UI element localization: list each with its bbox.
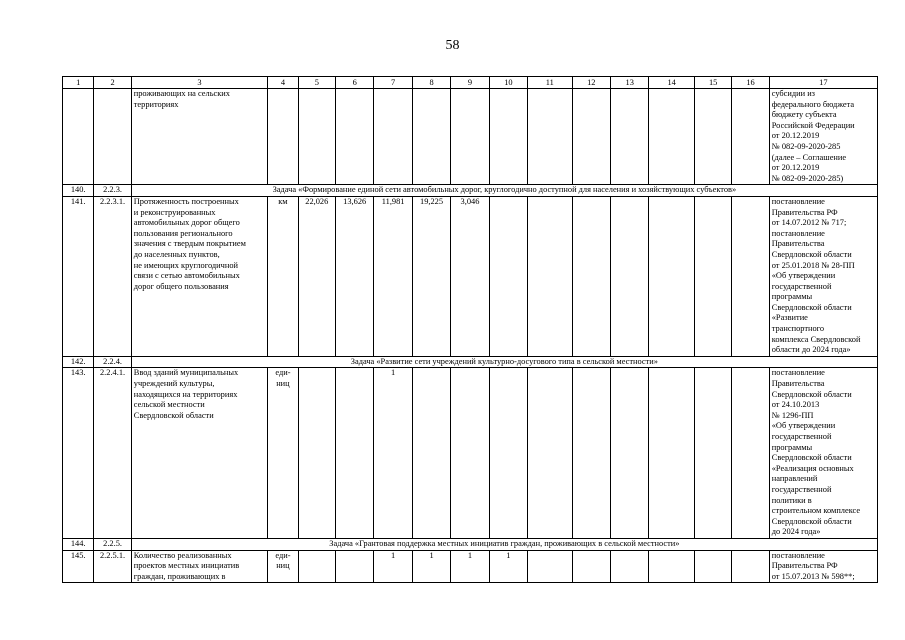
- value-cell: 1: [451, 550, 489, 583]
- row-number: 140.: [63, 185, 94, 197]
- task-row: [63, 538, 878, 550]
- indicator-name: Ввод зданий муниципальных учреждений культуры, находящихся на территориях сельской местности Свердловской области: [131, 368, 268, 539]
- value-cell: 11,981: [374, 196, 412, 356]
- task-title: Задача «Формирование единой сети автомобильных дорог, круглогодично доступной для населения и хозяйствующих субъектов»: [131, 185, 877, 197]
- value-cell: 3,046: [451, 196, 489, 356]
- row-code: 2.2.5.: [94, 538, 131, 550]
- col-header: 3: [131, 77, 268, 89]
- col-header: 16: [732, 77, 769, 89]
- col-header: 14: [649, 77, 695, 89]
- program-indicators-table: [62, 76, 878, 583]
- row-code: 2.2.4.: [94, 356, 131, 368]
- col-header: 6: [335, 77, 373, 89]
- row-number: 143.: [63, 368, 94, 539]
- col-header: 10: [489, 77, 527, 89]
- value-cell: 19,225: [412, 196, 450, 356]
- value-cell: 22,026: [298, 196, 335, 356]
- unit-of-measure: еди- ниц: [268, 550, 298, 583]
- col-header: 11: [528, 77, 572, 89]
- row-number: 141.: [63, 196, 94, 356]
- indicator-name: проживающих на сельских территориях: [131, 89, 268, 185]
- unit-of-measure: км: [268, 196, 298, 356]
- col-header: 13: [611, 77, 649, 89]
- value-cell: 1: [412, 550, 450, 583]
- task-title: Задача «Развитие сети учреждений культурно-досугового типа в сельской местности»: [131, 356, 877, 368]
- col-header: 1: [63, 77, 94, 89]
- row-number: 145.: [63, 550, 94, 583]
- col-header: 5: [298, 77, 335, 89]
- source-document: постановление Правительства Свердловской области от 24.10.2013 № 1296-ПП «Об утверждении государственной программы Свердловской области «Реализация основных направлений государственной политики в строительном комплексе Свердловской области до 2024 года»: [769, 368, 877, 539]
- col-header: 2: [94, 77, 131, 89]
- col-header: 8: [412, 77, 450, 89]
- value-cell: 1: [374, 368, 412, 539]
- source-document: постановление Правительства РФ от 15.07.2013 № 598**;: [769, 550, 877, 583]
- table-row: [63, 550, 878, 583]
- column-numbers-row: [63, 77, 878, 89]
- table-row: [63, 196, 878, 356]
- indicator-name: Количество реализованных проектов местных инициатив граждан, проживающих в: [131, 550, 268, 583]
- table-row: [63, 368, 878, 539]
- indicator-name: Протяженность построенных и реконструированных автомобильных дорог общего пользования регионального значения с твердым покрытием до населенных пунктов, не имеющих круглогодичной связи с сетью автомобильных дорог общего пользования: [131, 196, 268, 356]
- value-cell: 1: [489, 550, 527, 583]
- task-row: [63, 185, 878, 197]
- row-number: 144.: [63, 538, 94, 550]
- task-title: Задача «Грантовая поддержка местных инициатив граждан, проживающих в сельской местности»: [131, 538, 877, 550]
- col-header: 4: [268, 77, 298, 89]
- row-number: [63, 89, 94, 185]
- value-cell: 13,626: [335, 196, 373, 356]
- row-code: 2.2.3.: [94, 185, 131, 197]
- col-header: 12: [572, 77, 610, 89]
- source-document: постановление Правительства РФ от 14.07.2012 № 717; постановление Правительства Свердловской области от 25.01.2018 № 28-ПП «Об утверждении государственной программы Свердловской области «Развитие транспортного комплекса Свердловской области до 2024 года»: [769, 196, 877, 356]
- col-header: 15: [694, 77, 731, 89]
- row-number: 142.: [63, 356, 94, 368]
- row-code: 2.2.3.1.: [94, 196, 131, 356]
- unit-of-measure: еди- ниц: [268, 368, 298, 539]
- col-header: 7: [374, 77, 412, 89]
- table-row: [63, 89, 878, 185]
- value-cell: 1: [374, 550, 412, 583]
- col-header: 9: [451, 77, 489, 89]
- row-code: [94, 89, 131, 185]
- col-header: 17: [769, 77, 877, 89]
- page-number: 58: [445, 38, 460, 53]
- task-row: [63, 356, 878, 368]
- row-code: 2.2.4.1.: [94, 368, 131, 539]
- source-document: субсидии из федерального бюджета бюджету субъекта Российской Федерации от 20.12.2019 № 082-09-2020-285 (далее – Соглашение от 20.12.2019 № 082-09-2020-285): [769, 89, 877, 185]
- row-code: 2.2.5.1.: [94, 550, 131, 583]
